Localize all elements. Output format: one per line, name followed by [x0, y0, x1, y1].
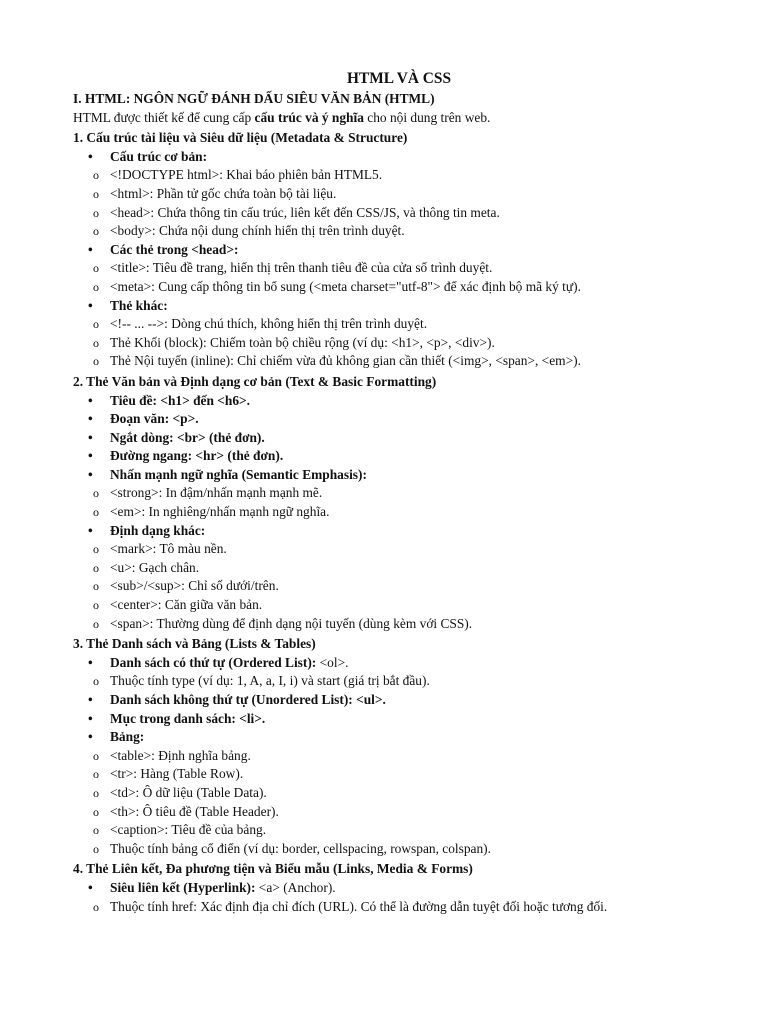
list-item [93, 615, 695, 634]
bullet-disc: • [88, 466, 93, 482]
bullet-disc: • [88, 729, 93, 745]
list-item-text: <meta>: Cung cấp thông tin bổ sung (<meta charset="utf-8"> để xác định bộ mã ký tự). [110, 278, 581, 294]
list-item-text: Thuộc tính bảng cổ điển (ví dụ: border, cellspacing, rowspan, colspan). [110, 840, 491, 856]
subsection-heading-text-formatting: 2. Thẻ Văn bản và Định dạng cơ bản (Text & Basic Formatting) [73, 373, 437, 389]
bullet-circle: o [93, 785, 99, 800]
bullet-circle: o [93, 841, 99, 856]
nested-list [93, 540, 695, 633]
group-label: Bảng: [110, 729, 145, 745]
list-item [93, 315, 695, 334]
list-item-text: Thẻ Nội tuyến (inline): Chỉ chiếm vừa đủ không gian cần thiết (<img>, <span>, <em>). [110, 353, 581, 369]
list-item [93, 204, 695, 223]
list-item-text: Mục trong danh sách: <li>. [110, 710, 266, 726]
list-item-text: <th>: Ô tiêu đề (Table Header). [110, 803, 279, 819]
nested-list [93, 898, 695, 917]
nested-list [93, 259, 695, 296]
group-label: Các thẻ trong <head>: [110, 241, 239, 257]
bullet-circle: o [93, 317, 99, 332]
bullet-disc: • [88, 879, 93, 895]
list-item [73, 522, 695, 634]
list-item-text: <caption>: Tiêu đề của bảng. [110, 822, 267, 838]
list-item-text: <span>: Thường dùng để định dạng nội tuyến (dùng kèm với CSS). [110, 615, 473, 631]
bullet-disc: • [88, 710, 93, 726]
list-item-text: <tr>: Hàng (Table Row). [110, 766, 244, 782]
bullet-disc: • [88, 448, 93, 464]
intro-text-bold: cấu trúc và ý nghĩa [254, 109, 364, 125]
bullet-circle: o [93, 486, 99, 501]
group-label-tag: <ol>. [316, 654, 349, 670]
list-item-text: Thẻ Khối (block): Chiếm toàn bộ chiều rộng (ví dụ: <h1>, <p>, <div>). [110, 334, 495, 350]
list-item-text: <sub>/<sup>: Chỉ số dưới/trên. [110, 578, 279, 594]
list-item-text: Thuộc tính href: Xác định địa chỉ đích (URL). Có thể là đường dẫn tuyệt đối hoặc tương đối. [110, 898, 608, 914]
list-item [93, 747, 695, 766]
list-item-text: <html>: Phần tử gốc chứa toàn bộ tài liệu. [110, 185, 337, 201]
intro-text-pre: HTML được thiết kế để cung cấp [73, 109, 255, 125]
list-item [93, 166, 695, 185]
bullet-circle: o [93, 261, 99, 276]
list-item [73, 466, 695, 522]
group-label: Cấu trúc cơ bản: [110, 148, 208, 164]
bullet-circle: o [93, 598, 99, 613]
list-item-text: <center>: Căn giữa văn bản. [110, 597, 263, 613]
bullet-disc: • [88, 297, 93, 313]
bullet-circle: o [93, 542, 99, 557]
list-item-text: <table>: Định nghĩa bảng. [110, 747, 251, 763]
list-item [93, 898, 695, 917]
list-item-text: <!DOCTYPE html>: Khai báo phiên bản HTML5. [110, 167, 383, 183]
list-item-text: Đường ngang: <hr> (thẻ đơn). [110, 448, 284, 464]
formatting-list [73, 392, 695, 634]
list-item [93, 840, 695, 859]
subsection-heading-lists-tables: 3. Thẻ Danh sách và Bảng (Lists & Tables) [73, 636, 316, 652]
bullet-circle: o [93, 168, 99, 183]
list-item-text: <td>: Ô dữ liệu (Table Data). [110, 784, 267, 800]
links-list [73, 879, 695, 916]
list-item-text: Ngắt dòng: <br> (thẻ đơn). [110, 429, 265, 445]
bullet-disc: • [88, 654, 93, 670]
intro-text-post: cho nội dung trên web. [363, 109, 491, 125]
group-label: Thẻ khác: [110, 297, 168, 313]
list-item [93, 784, 695, 803]
bullet-circle: o [93, 674, 99, 689]
list-item [93, 484, 695, 503]
list-item [73, 148, 695, 241]
list-item-text: <!-- ... -->: Dòng chú thích, không hiển thị trên trình duyệt. [110, 316, 428, 332]
lists-tables-list [73, 654, 695, 859]
list-item [93, 821, 695, 840]
list-item [93, 559, 695, 578]
structure-list [73, 148, 695, 371]
bullet-circle: o [93, 354, 99, 369]
list-item-text: <u>: Gạch chân. [110, 559, 200, 575]
bullet-circle: o [93, 804, 99, 819]
list-item-text: Thuộc tính type (ví dụ: 1, A, a, I, i) và start (giá trị bắt đầu). [110, 673, 430, 689]
list-item [93, 352, 695, 371]
list-item [93, 672, 695, 691]
bullet-circle: o [93, 505, 99, 520]
bullet-circle: o [93, 186, 99, 201]
bullet-circle: o [93, 748, 99, 763]
group-label: Định dạng khác: [110, 522, 206, 538]
list-item [93, 185, 695, 204]
list-item [73, 691, 695, 710]
list-item [93, 765, 695, 784]
group-label: Nhấn mạnh ngữ nghĩa (Semantic Emphasis): [110, 466, 367, 482]
list-item [73, 879, 695, 916]
bullet-disc: • [88, 411, 93, 427]
bullet-circle: o [93, 579, 99, 594]
bullet-circle: o [93, 767, 99, 782]
bullet-disc: • [88, 392, 93, 408]
list-item [73, 710, 695, 729]
list-item-text: <head>: Chứa thông tin cấu trúc, liên kết đến CSS/JS, và thông tin meta. [110, 204, 500, 220]
nested-list [93, 166, 695, 240]
list-item-text: <body>: Chứa nội dung chính hiển thị trên trình duyệt. [110, 223, 405, 239]
bullet-circle: o [93, 823, 99, 838]
nested-list [93, 484, 695, 521]
list-item [73, 728, 695, 858]
list-item-text: <mark>: Tô màu nền. [110, 541, 227, 557]
nested-list [93, 747, 695, 859]
list-item [73, 241, 695, 297]
section-heading-html: I. HTML: NGÔN NGỮ ĐÁNH DẤU SIÊU VĂN BẢN (HTML) [73, 91, 435, 106]
list-item [93, 503, 695, 522]
list-item [93, 577, 695, 596]
nested-list [93, 315, 695, 371]
list-item [93, 803, 695, 822]
list-item-text: <strong>: In đậm/nhấn mạnh mạnh mẽ. [110, 485, 323, 501]
bullet-disc: • [88, 522, 93, 538]
nested-list [93, 672, 695, 691]
bullet-disc: • [88, 429, 93, 445]
list-item [93, 222, 695, 241]
list-item [73, 447, 695, 466]
subsection-heading-links-media-forms: 4. Thẻ Liên kết, Đa phương tiện và Biểu mẫu (Links, Media & Forms) [73, 861, 473, 877]
bullet-circle: o [93, 335, 99, 350]
group-label: Danh sách có thứ tự (Ordered List): [110, 654, 317, 670]
group-label: Siêu liên kết (Hyperlink): [110, 879, 256, 895]
bullet-circle: o [93, 560, 99, 575]
bullet-disc: • [88, 241, 93, 257]
bullet-circle: o [93, 279, 99, 294]
list-item-text: Tiêu đề: <h1> đến <h6>. [110, 392, 251, 408]
intro-paragraph [73, 109, 695, 128]
list-item [93, 540, 695, 559]
list-item [93, 334, 695, 353]
bullet-circle: o [93, 224, 99, 239]
document-page [73, 69, 695, 916]
list-item [73, 392, 695, 411]
list-item [73, 654, 695, 691]
list-item [73, 429, 695, 448]
bullet-circle: o [93, 899, 99, 914]
list-item [93, 596, 695, 615]
list-item-text: Danh sách không thứ tự (Unordered List): <ul>. [110, 692, 386, 707]
list-item [93, 259, 695, 278]
document-title: HTML VÀ CSS [346, 70, 452, 87]
list-item-text: <em>: In nghiêng/nhấn mạnh ngữ nghĩa. [110, 504, 330, 520]
bullet-circle: o [93, 205, 99, 220]
subsection-heading-structure: 1. Cấu trúc tài liệu và Siêu dữ liệu (Metadata & Structure) [73, 130, 408, 146]
bullet-disc: • [88, 148, 93, 164]
list-item [73, 410, 695, 429]
bullet-circle: o [93, 616, 99, 631]
group-label-tag: <a> (Anchor). [255, 879, 336, 895]
list-item-text: Đoạn văn: <p>. [110, 411, 199, 427]
list-item [73, 297, 695, 371]
bullet-disc: • [88, 692, 93, 707]
list-item [93, 278, 695, 297]
list-item-text: <title>: Tiêu đề trang, hiển thị trên thanh tiêu đề của cửa sổ trình duyệt. [110, 260, 493, 276]
